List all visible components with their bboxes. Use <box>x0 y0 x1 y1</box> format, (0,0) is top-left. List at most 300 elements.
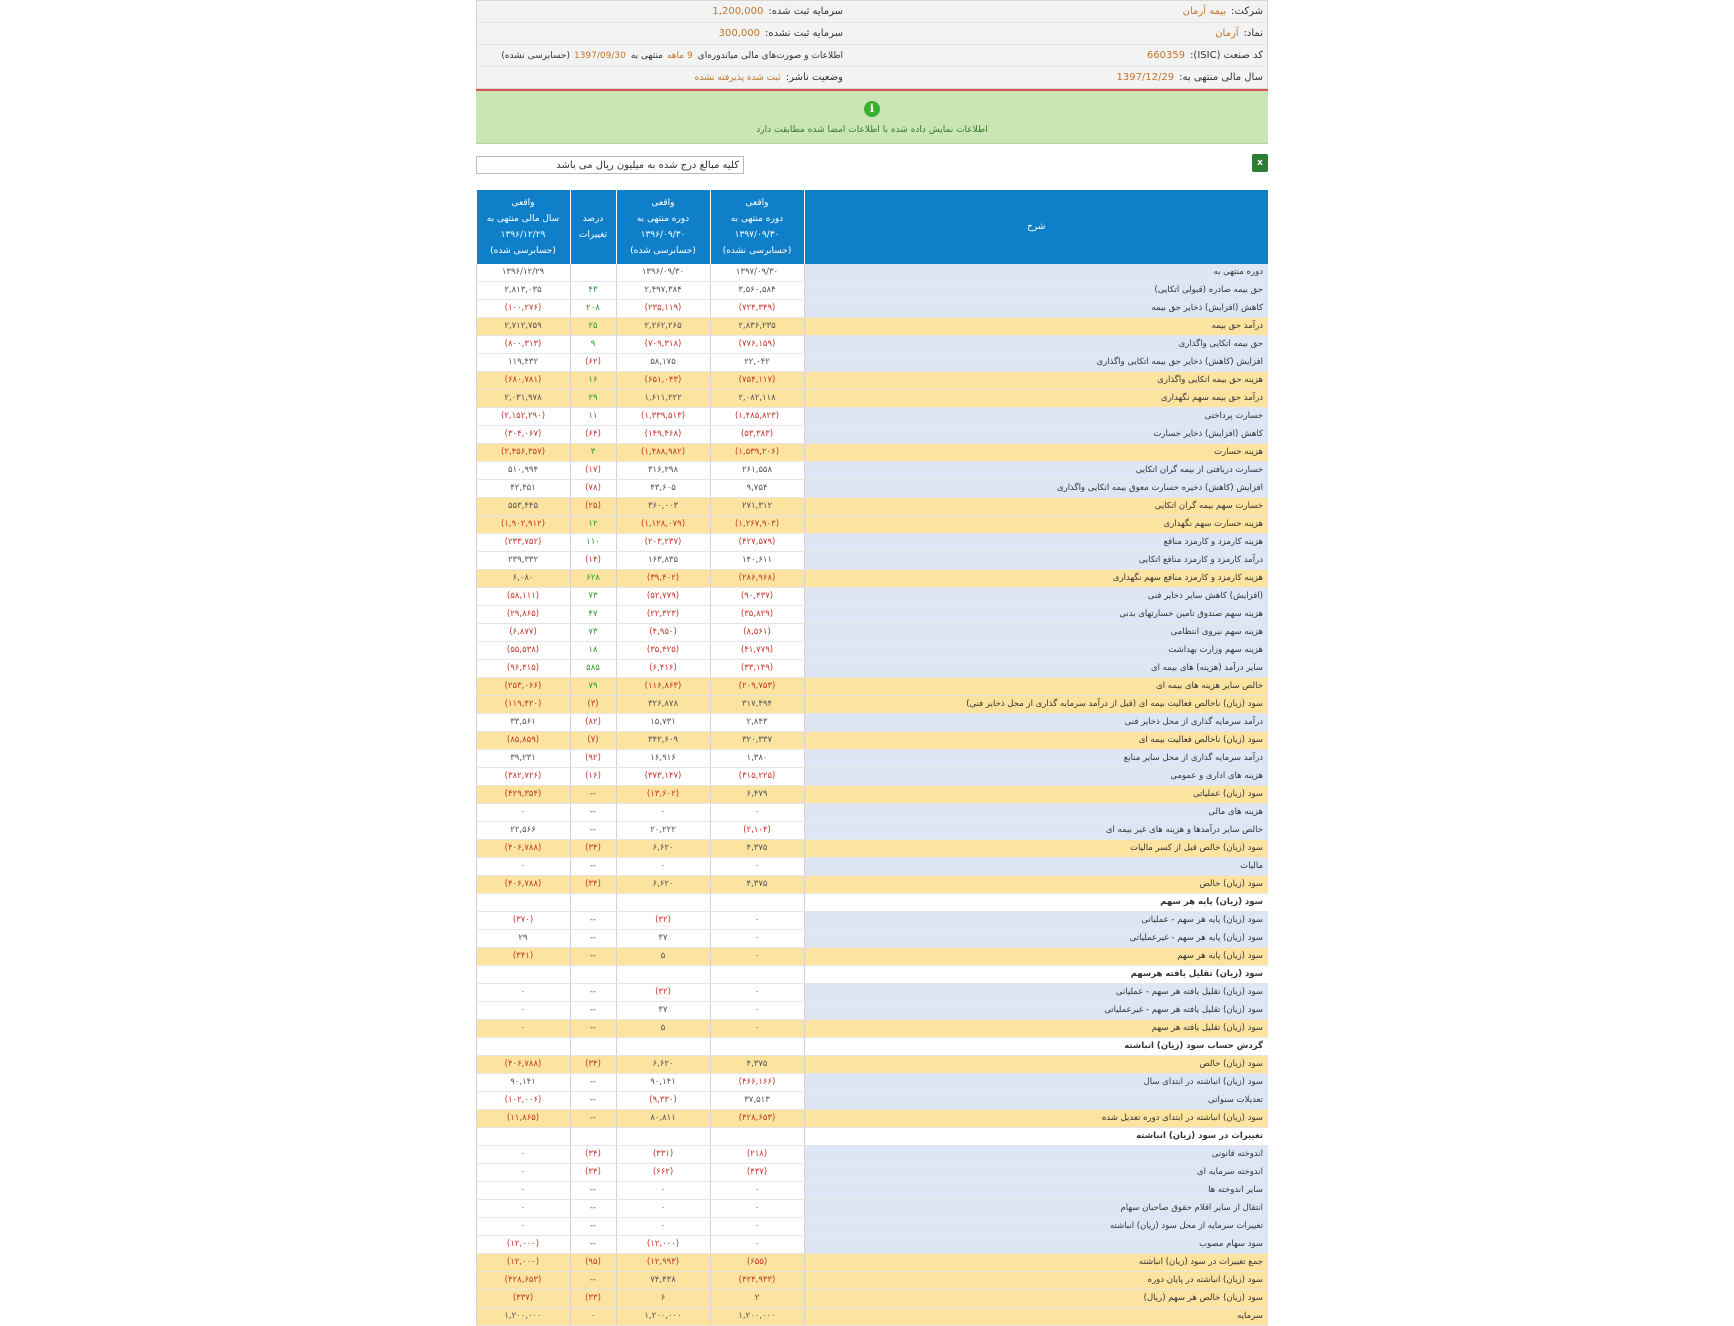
cell-prior-year: ۵۱۰,۹۹۴ <box>476 462 570 480</box>
cell-current-period: (۲۱۸) <box>710 1146 804 1164</box>
cell-change-percent: -- <box>570 1074 616 1092</box>
cell-change-percent: -- <box>570 1200 616 1218</box>
cell-current-period: ۰ <box>710 1200 804 1218</box>
cell-prior-period: (۶۵۱,۰۴۳) <box>616 372 710 390</box>
cell-prior-period: ۴۳,۶۰۵ <box>616 480 710 498</box>
cell-prior-period: (۶۶۲) <box>616 1164 710 1182</box>
column-header-change-percent: درصد تغییرات <box>570 190 616 264</box>
cell-change-percent: -- <box>570 858 616 876</box>
cell-prior-period: ۲,۲۶۲,۲۶۵ <box>616 318 710 336</box>
cell-change-percent: (۹۲) <box>570 750 616 768</box>
row-label: حق بیمه اتکایی واگذاری <box>804 336 1268 354</box>
cell-prior-period: ۱۶,۹۱۶ <box>616 750 710 768</box>
cell-current-period <box>710 894 804 912</box>
row-label: هزینه های اداری و عمومی <box>804 768 1268 786</box>
cell-change-percent: ۷۹ <box>570 678 616 696</box>
cell-prior-period: ۰ <box>616 1218 710 1236</box>
row-label: هزینه خسارت <box>804 444 1268 462</box>
cell-change-percent: (۳۴) <box>570 1056 616 1074</box>
cell-change-percent: ۲۵ <box>570 318 616 336</box>
cell-prior-period: (۹,۳۳۰) <box>616 1092 710 1110</box>
capital-label: سرمایه ثبت شده: <box>768 6 843 17</box>
fiscal-year-label: سال مالی منتهی به: <box>1179 72 1263 83</box>
row-label: سود (زیان) پایه هر سهم - غیرعملیاتی <box>804 930 1268 948</box>
verification-alert <box>476 91 1268 144</box>
row-label: سود (زیان) خالص <box>804 1056 1268 1074</box>
cell-prior-year <box>476 966 570 984</box>
cell-prior-year: (۳۳۷) <box>476 1290 570 1308</box>
report-title-prefix: اطلاعات و صورت‌های مالی میاندوره‌ای <box>697 50 843 61</box>
cell-prior-period: (۳۵,۴۲۵) <box>616 642 710 660</box>
table-row <box>476 318 1268 336</box>
cell-current-period: ۰ <box>710 984 804 1002</box>
cell-prior-year: (۳۴۱) <box>476 948 570 966</box>
row-label: درآمد سرمایه گذاری از محل ذخایر فنی <box>804 714 1268 732</box>
info-icon: i <box>864 101 880 117</box>
cell-prior-period: (۵۲,۷۷۹) <box>616 588 710 606</box>
toolbar <box>476 148 1268 178</box>
unregistered-capital-value: 300,000 <box>718 28 761 39</box>
cell-change-percent: ۶۲۸ <box>570 570 616 588</box>
cell-prior-year: (۹۶,۴۱۵) <box>476 660 570 678</box>
table-row <box>476 840 1268 858</box>
table-row <box>476 480 1268 498</box>
cell-current-period: ۰ <box>710 1182 804 1200</box>
row-label: تغییرات سرمایه از محل سود (زیان) انباشته <box>804 1218 1268 1236</box>
cell-current-period: ۴,۳۷۵ <box>710 1056 804 1074</box>
cell-change-percent: ۴۳ <box>570 282 616 300</box>
cell-change-percent: -- <box>570 786 616 804</box>
table-row <box>476 1200 1268 1218</box>
cell-prior-year: ۰ <box>476 1002 570 1020</box>
row-label: سود (زیان) تقلیل یافته هر سهم - غیرعملیاتی <box>804 1002 1268 1020</box>
cell-prior-year: (۵۵,۵۳۸) <box>476 642 570 660</box>
cell-prior-period: ۵ <box>616 1020 710 1038</box>
table-row <box>476 372 1268 390</box>
cell-current-period: (۴۶۶,۱۶۶) <box>710 1074 804 1092</box>
cell-change-percent: ۱۱ <box>570 408 616 426</box>
cell-change-percent <box>570 264 616 282</box>
table-row <box>476 714 1268 732</box>
cell-change-percent: ۱۶ <box>570 372 616 390</box>
cell-prior-period: ۰ <box>616 1200 710 1218</box>
cell-prior-year: (۱۲,۰۰۰) <box>476 1254 570 1272</box>
cell-prior-period: (۳۷۳,۱۴۷) <box>616 768 710 786</box>
table-row <box>476 678 1268 696</box>
row-label: افزایش (کاهش) ذخایر حق بیمه اتکایی واگذاری <box>804 354 1268 372</box>
cell-prior-year: (۱۱,۸۶۵) <box>476 1110 570 1128</box>
alert-message: اطلاعات نمایش داده شده با اطلاعات امضا شده مطابقت دارد <box>756 125 988 135</box>
cell-prior-period: ۳۲۶,۸۷۸ <box>616 696 710 714</box>
cell-prior-year: ۰ <box>476 1200 570 1218</box>
cell-change-percent: (۱۴) <box>570 552 616 570</box>
cell-prior-year <box>476 1128 570 1146</box>
cell-prior-year: ۲۳۹,۳۳۲ <box>476 552 570 570</box>
cell-current-period: ۱,۲۰۰,۰۰۰ <box>710 1308 804 1326</box>
cell-change-percent: (۸۲) <box>570 714 616 732</box>
cell-prior-year: ۳۳,۵۶۱ <box>476 714 570 732</box>
cell-current-period: (۴۲۴,۹۳۳) <box>710 1272 804 1290</box>
row-label: حق بیمه صادره (قبولی اتکایی) <box>804 282 1268 300</box>
page-container <box>476 0 1268 1326</box>
cell-current-period: ۲۶۱,۵۵۸ <box>710 462 804 480</box>
row-label: سود (زیان) پایه هر سهم - عملیاتی <box>804 912 1268 930</box>
cell-current-period: (۹۰,۴۳۷) <box>710 588 804 606</box>
cell-prior-year: ۲۹ <box>476 930 570 948</box>
unregistered-capital-label: سرمایه ثبت نشده: <box>765 28 843 39</box>
cell-prior-period: (۳۲) <box>616 984 710 1002</box>
cell-change-percent: -- <box>570 1182 616 1200</box>
cell-prior-period: ۵۸,۱۷۵ <box>616 354 710 372</box>
cell-change-percent: -- <box>570 1272 616 1290</box>
table-row <box>476 1290 1268 1308</box>
row-label: مالیات <box>804 858 1268 876</box>
row-label: تعدیلات سنواتی <box>804 1092 1268 1110</box>
column-header-prior-year: واقعی سال مالی منتهی به ۱۳۹۶/۱۲/۲۹ (حسابرسی شده) <box>476 190 570 264</box>
table-row <box>476 570 1268 588</box>
cell-prior-year: ۳۹,۲۳۱ <box>476 750 570 768</box>
cell-change-percent: (۷۸) <box>570 480 616 498</box>
row-label: سایر درآمد (هزینه) های بیمه ای <box>804 660 1268 678</box>
table-row <box>476 1218 1268 1236</box>
row-label: خالص سایر درآمدها و هزینه های غیر بیمه ای <box>804 822 1268 840</box>
cell-prior-year: (۱۱۹,۴۲۰) <box>476 696 570 714</box>
table-row <box>476 1056 1268 1074</box>
cell-prior-year: ۲,۸۱۳,۰۳۵ <box>476 282 570 300</box>
cell-change-percent: -- <box>570 1218 616 1236</box>
cell-change-percent: (۳۳) <box>570 1290 616 1308</box>
row-label: خسارت سهم بیمه گران اتکایی <box>804 498 1268 516</box>
cell-change-percent: -- <box>570 930 616 948</box>
cell-current-period: ۹,۷۵۴ <box>710 480 804 498</box>
cell-prior-period: ۲,۴۹۷,۳۸۴ <box>616 282 710 300</box>
table-row <box>476 588 1268 606</box>
cell-prior-year: ۱۱۹,۴۳۲ <box>476 354 570 372</box>
table-row <box>476 858 1268 876</box>
cell-prior-period: ۳۶۰,۰۰۳ <box>616 498 710 516</box>
publisher-status-value: ثبت شده پذیرفته نشده <box>694 72 781 83</box>
cell-prior-period: ۵ <box>616 948 710 966</box>
cell-prior-period: (۱۱۶,۸۶۳) <box>616 678 710 696</box>
cell-prior-period: ۳۴۲,۶۰۹ <box>616 732 710 750</box>
row-label: سود (زیان) خالص <box>804 876 1268 894</box>
cell-prior-period: ۱۳۹۶/۰۹/۳۰ <box>616 264 710 282</box>
cell-prior-period <box>616 1038 710 1056</box>
cell-change-percent: ۴۷ <box>570 606 616 624</box>
cell-change-percent: ۲۹ <box>570 390 616 408</box>
row-label: سود (زیان) خالص قبل از کسر مالیات <box>804 840 1268 858</box>
cell-prior-year: ۴۲,۴۵۱ <box>476 480 570 498</box>
cell-current-period: ۲,۰۸۲,۱۱۸ <box>710 390 804 408</box>
cell-current-period: (۱,۵۳۹,۲۰۶) <box>710 444 804 462</box>
table-row <box>476 1182 1268 1200</box>
cell-current-period: ۱۴۰,۶۱۱ <box>710 552 804 570</box>
cell-prior-period: (۱,۱۲۸,۰۷۹) <box>616 516 710 534</box>
cell-change-percent: -- <box>570 822 616 840</box>
cell-prior-year: (۶۸۰,۷۸۱) <box>476 372 570 390</box>
row-label: سود (زیان) تقلیل یافته هرسهم <box>804 966 1268 984</box>
table-row <box>476 894 1268 912</box>
cell-prior-year: (۴۲۹,۳۵۴) <box>476 786 570 804</box>
table-row <box>476 750 1268 768</box>
table-row <box>476 408 1268 426</box>
cell-prior-period: (۷۰۹,۳۱۸) <box>616 336 710 354</box>
cell-current-period: (۳۱۵,۲۲۵) <box>710 768 804 786</box>
cell-current-period: (۷۵۴,۱۱۷) <box>710 372 804 390</box>
cell-change-percent: -- <box>570 912 616 930</box>
financial-statement-table <box>476 190 1269 1326</box>
cell-current-period: (۴۲۷,۵۷۹) <box>710 534 804 552</box>
cell-prior-year: (۸۰۰,۳۱۳) <box>476 336 570 354</box>
cell-change-percent: -- <box>570 1092 616 1110</box>
table-row <box>476 444 1268 462</box>
cell-prior-year: (۲۳۳,۷۵۲) <box>476 534 570 552</box>
cell-current-period: ۲۲,۰۴۲ <box>710 354 804 372</box>
cell-prior-period: ۱۶۳,۸۳۵ <box>616 552 710 570</box>
cell-prior-year: ۰ <box>476 1164 570 1182</box>
table-row <box>476 462 1268 480</box>
cell-current-period: ۰ <box>710 858 804 876</box>
cell-prior-period <box>616 894 710 912</box>
table-row <box>476 1146 1268 1164</box>
cell-prior-year: ۰ <box>476 984 570 1002</box>
table-row <box>476 804 1268 822</box>
fiscal-year-value: 1397/12/29 <box>1116 72 1175 83</box>
cell-change-percent: -- <box>570 1110 616 1128</box>
table-row <box>476 606 1268 624</box>
row-label: سود (زیان) انباشته در ابتدای سال <box>804 1074 1268 1092</box>
table-row <box>476 876 1268 894</box>
cell-prior-year: (۶,۸۷۷) <box>476 624 570 642</box>
cell-prior-period: ۶,۶۲۰ <box>616 876 710 894</box>
row-label: سود (زیان) پایه هر سهم <box>804 894 1268 912</box>
cell-prior-year: ۰ <box>476 1020 570 1038</box>
cell-current-period: ۲۷۱,۳۱۲ <box>710 498 804 516</box>
cell-current-period <box>710 1128 804 1146</box>
cell-change-percent: ۰ <box>570 1308 616 1326</box>
row-label: سود (زیان) انباشته در ابتدای دوره تعدیل شده <box>804 1110 1268 1128</box>
cell-change-percent: (۳) <box>570 696 616 714</box>
cell-prior-year: ۶,۰۸۰ <box>476 570 570 588</box>
excel-icon[interactable]: x <box>1252 154 1268 172</box>
table-row <box>476 948 1268 966</box>
table-row <box>476 1110 1268 1128</box>
cell-prior-period: (۱۲,۹۹۳) <box>616 1254 710 1272</box>
table-row <box>476 642 1268 660</box>
cell-prior-year: ۹۰,۱۴۱ <box>476 1074 570 1092</box>
cell-prior-year: (۲۹,۸۶۵) <box>476 606 570 624</box>
row-label: درآمد کارمزد و کارمزد منافع اتکایی <box>804 552 1268 570</box>
cell-current-period: ۰ <box>710 930 804 948</box>
isic-label: کد صنعت (ISIC): <box>1190 50 1263 61</box>
table-row <box>476 426 1268 444</box>
company-label: شرکت: <box>1231 6 1263 17</box>
row-label: درآمد حق بیمه سهم نگهداری <box>804 390 1268 408</box>
cell-prior-period: ۶ <box>616 1290 710 1308</box>
row-label: سایر اندوخته ها <box>804 1182 1268 1200</box>
table-body <box>476 264 1268 1326</box>
cell-current-period: ۱,۳۸۰ <box>710 750 804 768</box>
cell-change-percent <box>570 1038 616 1056</box>
column-header-current-period: واقعی دوره منتهی به ۱۳۹۷/۰۹/۳۰ (حسابرسی نشده) <box>710 190 804 264</box>
cell-change-percent: -- <box>570 1002 616 1020</box>
cell-change-percent <box>570 1128 616 1146</box>
cell-change-percent: -- <box>570 1236 616 1254</box>
row-label: سود (زیان) ناخالص فعالیت بیمه ای (قبل از درآمد سرمایه گذاری از محل ذخایر فنی) <box>804 696 1268 714</box>
cell-prior-year: ۲,۷۱۲,۷۵۹ <box>476 318 570 336</box>
cell-prior-period: ۳۷ <box>616 1002 710 1020</box>
cell-prior-year: (۴۰۶,۷۸۸) <box>476 840 570 858</box>
cell-current-period: ۰ <box>710 912 804 930</box>
cell-prior-period: ۱۵,۷۳۱ <box>616 714 710 732</box>
cell-current-period: ۳۲۰,۳۳۷ <box>710 732 804 750</box>
cell-change-percent: ۱۱۰ <box>570 534 616 552</box>
cell-current-period: ۰ <box>710 1218 804 1236</box>
row-label: هزینه های مالی <box>804 804 1268 822</box>
table-row <box>476 966 1268 984</box>
cell-prior-period: (۳۲) <box>616 912 710 930</box>
cell-prior-period: ۲۰,۲۲۲ <box>616 822 710 840</box>
cell-current-period: (۲۸۶,۹۶۸) <box>710 570 804 588</box>
table-row <box>476 1128 1268 1146</box>
report-period: 9 ماهه <box>666 50 693 61</box>
table-row <box>476 552 1268 570</box>
cell-prior-period: ۸۰,۸۱۱ <box>616 1110 710 1128</box>
report-date: 1397/09/30 <box>573 50 626 61</box>
row-label: هزینه سهم صندوق تامین خسارتهای بدنی <box>804 606 1268 624</box>
row-label: هزینه سهم نیروی انتظامی <box>804 624 1268 642</box>
cell-prior-year: ۲۲,۵۶۶ <box>476 822 570 840</box>
cell-change-percent: ۹ <box>570 336 616 354</box>
cell-prior-year: (۱,۹۰۲,۹۱۲) <box>476 516 570 534</box>
row-label: سود (زیان) انباشته در پایان دوره <box>804 1272 1268 1290</box>
cell-change-percent: (۶۲) <box>570 354 616 372</box>
cell-prior-year: ۱,۲۰۰,۰۰۰ <box>476 1308 570 1326</box>
cell-prior-period: (۱,۳۳۹,۵۱۳) <box>616 408 710 426</box>
table-row <box>476 1236 1268 1254</box>
cell-current-period: ۲,۸۴۳ <box>710 714 804 732</box>
row-label: اندوخته قانونی <box>804 1146 1268 1164</box>
table-row <box>476 822 1268 840</box>
table-row <box>476 534 1268 552</box>
table-row <box>476 1164 1268 1182</box>
table-row <box>476 984 1268 1002</box>
report-audit-status: (حسابرسی نشده) <box>501 50 570 61</box>
row-label: هزینه خسارت سهم نگهداری <box>804 516 1268 534</box>
symbol-value[interactable]: آرمان <box>1215 28 1239 39</box>
cell-change-percent: ۱۸ <box>570 642 616 660</box>
cell-change-percent: (۳۴) <box>570 1146 616 1164</box>
cell-prior-period: (۲۳۵,۱۱۹) <box>616 300 710 318</box>
cell-prior-year <box>476 1038 570 1056</box>
cell-change-percent: (۱۷) <box>570 462 616 480</box>
cell-prior-year: (۱۰۰,۲۷۶) <box>476 300 570 318</box>
cell-prior-year: (۲۵۳,۰۶۶) <box>476 678 570 696</box>
cell-current-period: ۲ <box>710 1290 804 1308</box>
cell-prior-year: ۵۵۳,۴۴۵ <box>476 498 570 516</box>
cell-change-percent: (۳۴) <box>570 1164 616 1182</box>
cell-prior-period: ۷۴,۴۳۸ <box>616 1272 710 1290</box>
cell-change-percent: -- <box>570 1020 616 1038</box>
cell-prior-period: (۲۲,۳۲۳) <box>616 606 710 624</box>
cell-current-period: (۶۵۵) <box>710 1254 804 1272</box>
cell-change-percent: -- <box>570 984 616 1002</box>
cell-current-period: ۲,۸۳۶,۲۳۵ <box>710 318 804 336</box>
cell-prior-period: ۱,۶۱۱,۲۲۲ <box>616 390 710 408</box>
row-label: افزایش (کاهش) ذخیره خسارت معوق بیمه اتکایی واگذاری <box>804 480 1268 498</box>
cell-change-percent: (۳۴) <box>570 876 616 894</box>
row-label: هزینه کارمزد و کارمزد منافع <box>804 534 1268 552</box>
cell-current-period <box>710 966 804 984</box>
table-row <box>476 1254 1268 1272</box>
cell-prior-period: ۳۱۶,۲۹۸ <box>616 462 710 480</box>
row-label: خسارت دریافتی از بیمه گران اتکایی <box>804 462 1268 480</box>
table-row <box>476 1272 1268 1290</box>
cell-change-percent: (۹۵) <box>570 1254 616 1272</box>
cell-prior-period: (۱۲,۰۰۰) <box>616 1236 710 1254</box>
row-label: کاهش (افزایش) ذخایر خسارت <box>804 426 1268 444</box>
cell-prior-period: (۴,۹۵۰) <box>616 624 710 642</box>
cell-change-percent: ۷۳ <box>570 588 616 606</box>
table-row <box>476 912 1268 930</box>
row-label: (افزایش) کاهش سایر ذخایر فنی <box>804 588 1268 606</box>
column-header-description: شرح <box>804 190 1268 264</box>
row-label: هزینه سهم وزارت بهداشت <box>804 642 1268 660</box>
cell-current-period: (۷۲۴,۳۴۹) <box>710 300 804 318</box>
row-label: کاهش (افزایش) ذخایر حق بیمه <box>804 300 1268 318</box>
cell-change-percent <box>570 894 616 912</box>
table-row <box>476 390 1268 408</box>
table-header-row <box>476 190 1268 264</box>
cell-prior-year: (۵۸,۱۱۱) <box>476 588 570 606</box>
table-row <box>476 768 1268 786</box>
table-row <box>476 336 1268 354</box>
cell-current-period: (۴۲۸,۶۵۳) <box>710 1110 804 1128</box>
row-label: سود (زیان) خالص هر سهم (ریال) <box>804 1290 1268 1308</box>
row-label: سود (زیان) تقلیل یافته هر سهم <box>804 1020 1268 1038</box>
cell-prior-year: ۰ <box>476 858 570 876</box>
units-note: کلیه مبالغ درج شده به میلیون ریال می باشد <box>476 156 744 174</box>
table-row <box>476 300 1268 318</box>
cell-prior-period: (۱۴۹,۴۶۸) <box>616 426 710 444</box>
row-label: خالص سایر هزینه های بیمه ای <box>804 678 1268 696</box>
cell-change-percent: ۱۲ <box>570 516 616 534</box>
table-row <box>476 624 1268 642</box>
cell-prior-year: (۲,۴۵۶,۳۵۷) <box>476 444 570 462</box>
cell-change-percent: (۶۴) <box>570 426 616 444</box>
row-label: گردش حساب سود (زیان) انباشته <box>804 1038 1268 1056</box>
cell-change-percent: ۷۳ <box>570 624 616 642</box>
cell-current-period: (۴۱,۷۷۹) <box>710 642 804 660</box>
table-row <box>476 1092 1268 1110</box>
row-label: سود (زیان) ناخالص فعالیت بیمه ای <box>804 732 1268 750</box>
cell-change-percent: ۳ <box>570 444 616 462</box>
row-label: سود (زیان) عملیاتی <box>804 786 1268 804</box>
cell-prior-period: (۲۰۳,۲۳۷) <box>616 534 710 552</box>
table-row <box>476 660 1268 678</box>
company-info-panel <box>476 0 1268 89</box>
table-row <box>476 1020 1268 1038</box>
cell-current-period: ۴,۳۷۵ <box>710 840 804 858</box>
cell-current-period: ۰ <box>710 804 804 822</box>
cell-current-period: ۳۱۷,۴۹۴ <box>710 696 804 714</box>
cell-prior-year: ۰ <box>476 1218 570 1236</box>
publisher-status-label: وضعیت ناشر: <box>785 72 843 83</box>
cell-current-period: (۷۷۶,۱۵۹) <box>710 336 804 354</box>
cell-prior-year: (۳۷۰) <box>476 912 570 930</box>
cell-current-period: (۱,۴۸۵,۸۲۳) <box>710 408 804 426</box>
capital-value: 1,200,000 <box>712 6 764 17</box>
